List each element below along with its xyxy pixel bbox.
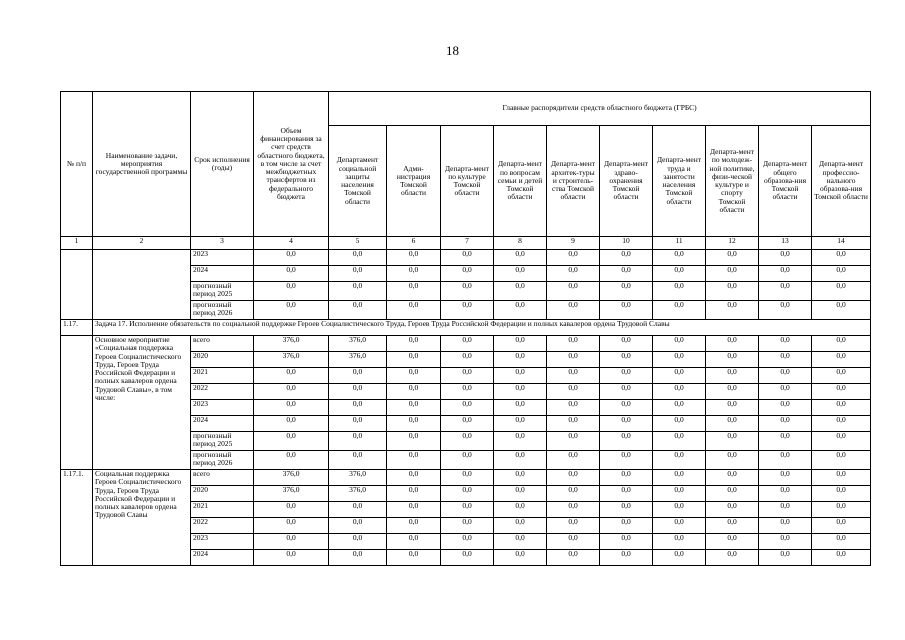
row-value: 0,0 [706,400,759,416]
row-value: 0,0 [387,352,441,368]
row-value: 0,0 [387,534,441,550]
row-value: 0,0 [441,518,494,534]
row-term: 2023 [191,400,254,416]
row-value: 0,0 [600,486,653,502]
row-value: 0,0 [547,518,600,534]
row-value: 0,0 [387,250,441,266]
row-value: 376,0 [329,336,387,352]
row-value: 0,0 [441,368,494,384]
header-grbs-4: Департа-мент по вопросам семьи и детей Томской области [494,126,547,237]
row-value: 0,0 [812,470,871,486]
row-value: 0,0 [329,301,387,320]
row-value: 0,0 [441,282,494,301]
column-number: 10 [600,237,653,250]
row-value: 376,0 [329,470,387,486]
row-value: 0,0 [494,301,547,320]
row-value: 0,0 [706,534,759,550]
row-value: 0,0 [759,518,812,534]
row-value: 0,0 [706,432,759,451]
row-value: 0,0 [653,550,706,566]
row-value: 0,0 [706,451,759,470]
row-value: 0,0 [494,352,547,368]
row-value: 0,0 [759,432,812,451]
row-value: 0,0 [812,451,871,470]
row-value: 0,0 [441,301,494,320]
row-value: 0,0 [254,250,329,266]
row-value: 0,0 [387,384,441,400]
row-value: 0,0 [812,301,871,320]
activity-name: Социальная поддержка Героев Социалистического Труда, Героев Труда Российской Федерации и полных кавалеров ордена Трудовой Славы [93,470,191,566]
row-value: 0,0 [441,384,494,400]
row-value: 0,0 [600,384,653,400]
row-term: 2024 [191,266,254,282]
row-value: 0,0 [387,432,441,451]
row-value: 0,0 [254,550,329,566]
row-value: 0,0 [387,368,441,384]
row-value: 0,0 [387,336,441,352]
column-number: 13 [759,237,812,250]
row-value: 0,0 [812,550,871,566]
row-value: 0,0 [706,416,759,432]
row-value: 0,0 [759,336,812,352]
row-term: прогнозный период 2026 [191,301,254,320]
continued-item-name [93,250,191,320]
row-value: 0,0 [329,502,387,518]
column-number: 3 [191,237,254,250]
row-value: 376,0 [254,336,329,352]
row-value: 0,0 [441,416,494,432]
row-value: 0,0 [653,336,706,352]
row-value: 0,0 [547,301,600,320]
row-value: 0,0 [254,534,329,550]
row-value: 0,0 [706,368,759,384]
row-value: 0,0 [387,486,441,502]
row-value: 0,0 [329,451,387,470]
row-value: 0,0 [600,534,653,550]
header-grbs-8: Департа-мент по молодеж-ной политике, физи-ческой культуре и спорту Томской области [706,126,759,237]
row-term: 2023 [191,534,254,550]
row-value: 0,0 [706,352,759,368]
row-value: 0,0 [329,266,387,282]
row-value: 0,0 [329,416,387,432]
row-value: 0,0 [387,301,441,320]
row-value: 0,0 [653,451,706,470]
task-number: 1.17. [61,320,93,336]
row-value: 0,0 [759,502,812,518]
row-value: 0,0 [653,282,706,301]
row-value: 0,0 [759,550,812,566]
row-value: 0,0 [600,352,653,368]
row-value: 0,0 [706,301,759,320]
row-term: прогнозный период 2026 [191,451,254,470]
row-value: 0,0 [812,486,871,502]
row-value: 0,0 [653,502,706,518]
column-number: 11 [653,237,706,250]
row-term: прогнозный период 2025 [191,282,254,301]
row-value: 0,0 [441,534,494,550]
row-value: 0,0 [387,400,441,416]
row-value: 0,0 [759,416,812,432]
row-value: 0,0 [547,368,600,384]
row-value: 0,0 [329,282,387,301]
column-number: 2 [93,237,191,250]
row-value: 0,0 [653,432,706,451]
table-row [61,336,871,352]
row-value: 0,0 [706,502,759,518]
header-num: № п/п [61,92,93,237]
row-value: 0,0 [812,336,871,352]
row-value: 0,0 [759,451,812,470]
row-term: всего [191,470,254,486]
column-number: 5 [329,237,387,250]
main-activity-name: Основное мероприятие «Социальная поддержка Героев Социалистического Труда, Героев Труда Российской Федерации и полных кавалеров ордена Трудовой Славы», в том числе: [93,336,191,470]
page-number: 18 [446,43,459,58]
row-term: 2024 [191,416,254,432]
row-value: 0,0 [812,534,871,550]
row-value: 376,0 [254,352,329,368]
row-value: 0,0 [759,470,812,486]
row-value: 0,0 [706,336,759,352]
row-value: 0,0 [706,250,759,266]
header-grbs-5: Департа-мент архитек-туры и строитель-ства Томской области [547,126,600,237]
row-value: 0,0 [706,282,759,301]
row-value: 0,0 [441,451,494,470]
row-value: 0,0 [494,518,547,534]
row-value: 376,0 [254,470,329,486]
row-value: 0,0 [653,250,706,266]
column-number: 9 [547,237,600,250]
row-value: 0,0 [600,250,653,266]
row-value: 0,0 [387,470,441,486]
row-value: 0,0 [653,368,706,384]
row-value: 0,0 [494,266,547,282]
row-value: 0,0 [441,266,494,282]
row-value: 0,0 [812,432,871,451]
header-grbs-10: Департа-мент профессио-нального образова-ния Томской области [812,126,871,237]
row-value: 0,0 [706,470,759,486]
budget-table [60,91,871,566]
row-value: 0,0 [812,352,871,368]
row-value: 0,0 [759,250,812,266]
row-value: 0,0 [547,336,600,352]
row-value: 376,0 [254,486,329,502]
row-value: 0,0 [653,352,706,368]
header-name: Наименование задачи, мероприятия государственной программы [93,92,191,237]
row-value: 0,0 [600,282,653,301]
row-value: 0,0 [329,384,387,400]
row-term: 2020 [191,352,254,368]
row-value: 0,0 [254,400,329,416]
header-grbs-6: Департа-мент здраво-охранения Томской области [600,126,653,237]
row-value: 0,0 [812,416,871,432]
row-value: 0,0 [494,282,547,301]
row-value: 0,0 [759,266,812,282]
header-grbs-9: Департа-мент общего образова-ния Томской области [759,126,812,237]
column-number: 4 [254,237,329,250]
row-value: 0,0 [254,416,329,432]
row-value: 0,0 [329,400,387,416]
row-value: 0,0 [547,384,600,400]
row-term: 2022 [191,518,254,534]
row-term: 2021 [191,368,254,384]
row-value: 0,0 [494,534,547,550]
row-value: 0,0 [329,550,387,566]
row-value: 0,0 [329,534,387,550]
column-number: 7 [441,237,494,250]
row-value: 0,0 [494,368,547,384]
row-value: 0,0 [547,400,600,416]
row-value: 0,0 [494,451,547,470]
row-value: 0,0 [441,470,494,486]
row-value: 0,0 [600,502,653,518]
row-value: 0,0 [653,416,706,432]
row-value: 0,0 [653,301,706,320]
row-value: 0,0 [759,384,812,400]
row-value: 0,0 [329,250,387,266]
row-value: 0,0 [494,432,547,451]
row-value: 0,0 [387,282,441,301]
row-value: 0,0 [706,486,759,502]
row-value: 0,0 [600,301,653,320]
row-value: 0,0 [812,282,871,301]
table-row [61,470,871,486]
row-value: 0,0 [494,384,547,400]
row-value: 0,0 [494,470,547,486]
row-value: 0,0 [600,451,653,470]
header-grbs-2: Адми-нистрация Томской области [387,126,441,237]
row-value: 0,0 [653,400,706,416]
row-value: 0,0 [547,352,600,368]
row-value: 0,0 [812,518,871,534]
row-value: 0,0 [441,550,494,566]
header-grbs-7: Департа-мент труда и занятости населения Томской области [653,126,706,237]
column-number: 12 [706,237,759,250]
row-value: 0,0 [600,368,653,384]
row-value: 0,0 [387,266,441,282]
row-value: 0,0 [254,451,329,470]
row-value: 0,0 [494,550,547,566]
row-value: 0,0 [600,518,653,534]
row-value: 0,0 [812,250,871,266]
row-value: 0,0 [387,451,441,470]
row-value: 0,0 [812,502,871,518]
row-value: 0,0 [759,282,812,301]
row-value: 0,0 [812,384,871,400]
row-value: 0,0 [547,250,600,266]
row-value: 376,0 [329,352,387,368]
row-value: 0,0 [600,400,653,416]
row-value: 0,0 [547,451,600,470]
row-value: 0,0 [547,282,600,301]
row-value: 0,0 [254,432,329,451]
row-value: 0,0 [494,400,547,416]
row-value: 0,0 [653,486,706,502]
row-value: 0,0 [254,368,329,384]
row-value: 0,0 [387,518,441,534]
row-value: 0,0 [547,470,600,486]
header-term: Срок исполнения (годы) [191,92,254,237]
row-term: 2020 [191,486,254,502]
row-value: 0,0 [254,266,329,282]
row-value: 0,0 [254,301,329,320]
row-value: 0,0 [329,432,387,451]
row-value: 0,0 [254,518,329,534]
row-value: 0,0 [759,301,812,320]
row-value: 0,0 [653,384,706,400]
row-value: 0,0 [387,416,441,432]
main-activity-number [61,336,93,470]
row-value: 0,0 [441,502,494,518]
row-value: 0,0 [759,352,812,368]
row-value: 0,0 [254,282,329,301]
header-grbs-1: Департамент социальной защиты населения Томской области [329,126,387,237]
row-value: 0,0 [706,518,759,534]
row-value: 0,0 [547,416,600,432]
row-value: 0,0 [547,432,600,451]
row-value: 0,0 [329,518,387,534]
row-value: 0,0 [653,534,706,550]
row-term: всего [191,336,254,352]
header-volume: Объем финансирования за счет средств областного бюджета, в том числе за счет межбюджетных трансфертов из федерального бюджета [254,92,329,237]
row-value: 0,0 [254,502,329,518]
row-term: 2022 [191,384,254,400]
column-number: 14 [812,237,871,250]
row-value: 0,0 [812,368,871,384]
row-value: 0,0 [547,534,600,550]
activity-number: 1.17.1. [61,470,93,566]
column-number: 1 [61,237,93,250]
row-term: прогнозный период 2025 [191,432,254,451]
row-value: 0,0 [600,432,653,451]
row-value: 0,0 [329,368,387,384]
row-value: 0,0 [653,470,706,486]
row-value: 0,0 [653,518,706,534]
row-value: 0,0 [706,550,759,566]
row-value: 0,0 [494,250,547,266]
row-value: 0,0 [494,336,547,352]
header-grbs-3: Департа-мент по культуре Томской области [441,126,494,237]
row-value: 0,0 [387,550,441,566]
row-value: 0,0 [547,486,600,502]
task-text: Задача 17. Исполнение обязательств по социальной поддержке Героев Социалистического Труда, Героев Труда Российской Федерации и полных кавалеров ордена Трудовой Славы [93,320,871,336]
row-value: 0,0 [600,550,653,566]
row-value: 0,0 [494,486,547,502]
row-value: 0,0 [441,486,494,502]
row-value: 0,0 [441,250,494,266]
task-row [61,320,871,336]
row-value: 0,0 [547,502,600,518]
row-value: 0,0 [759,534,812,550]
row-value: 0,0 [759,368,812,384]
row-value: 0,0 [254,384,329,400]
table-row [61,250,871,266]
row-term: 2023 [191,250,254,266]
header-grbs-group: Главные распорядители средств областного бюджета (ГРБС) [329,92,871,126]
row-value: 0,0 [706,266,759,282]
row-value: 376,0 [329,486,387,502]
row-value: 0,0 [494,416,547,432]
row-value: 0,0 [600,266,653,282]
column-number: 8 [494,237,547,250]
row-value: 0,0 [441,400,494,416]
row-value: 0,0 [812,400,871,416]
row-value: 0,0 [706,384,759,400]
row-value: 0,0 [494,502,547,518]
row-value: 0,0 [387,502,441,518]
continued-item-number [61,250,93,320]
row-value: 0,0 [547,266,600,282]
column-number: 6 [387,237,441,250]
row-value: 0,0 [600,470,653,486]
row-value: 0,0 [441,432,494,451]
row-value: 0,0 [441,336,494,352]
row-value: 0,0 [653,266,706,282]
row-term: 2024 [191,550,254,566]
row-value: 0,0 [441,352,494,368]
row-value: 0,0 [812,266,871,282]
row-value: 0,0 [759,400,812,416]
row-term: 2021 [191,502,254,518]
row-value: 0,0 [759,486,812,502]
row-value: 0,0 [600,416,653,432]
row-value: 0,0 [547,550,600,566]
row-value: 0,0 [600,336,653,352]
